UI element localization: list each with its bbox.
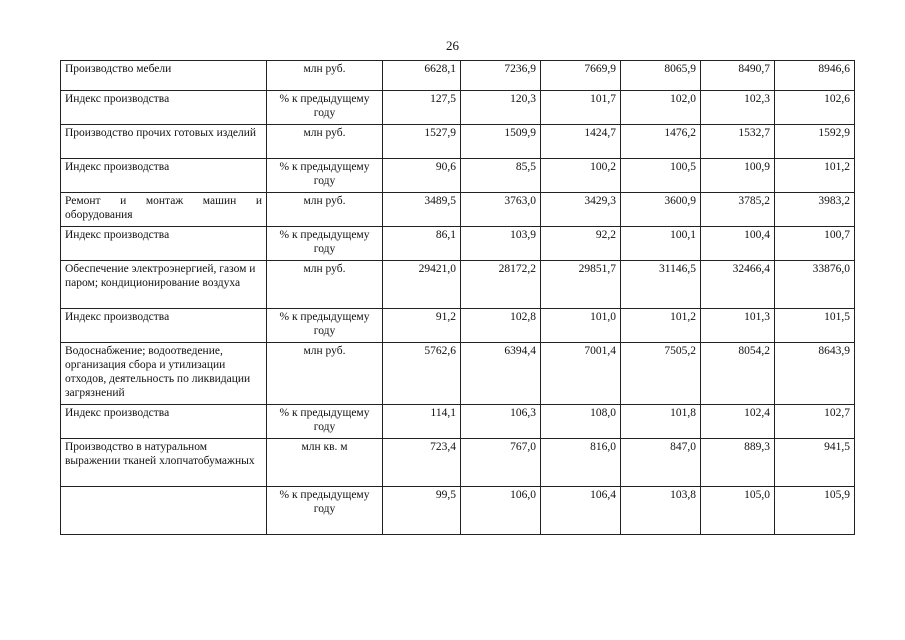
cell-value: 100,7 [775,227,855,261]
cell-value: 767,0 [461,439,541,487]
cell-value: 100,9 [701,159,775,193]
cell-value: 103,8 [621,487,701,535]
row-name [61,487,267,535]
cell-value: 8054,2 [701,343,775,405]
row-unit: млн руб. [267,261,383,309]
cell-value: 103,9 [461,227,541,261]
cell-value: 101,2 [621,309,701,343]
cell-value: 847,0 [621,439,701,487]
cell-value: 106,0 [461,487,541,535]
row-unit: % к предыдущему году [267,309,383,343]
row-name: Обеспечение электроэнергией, газом и паром; кондиционирование воздуха [61,261,267,309]
cell-value: 6628,1 [383,61,461,91]
row-unit: % к предыдущему году [267,91,383,125]
cell-value: 3763,0 [461,193,541,227]
cell-value: 29851,7 [541,261,621,309]
table-row [61,193,855,227]
row-unit: млн руб. [267,125,383,159]
cell-value: 127,5 [383,91,461,125]
cell-value: 102,4 [701,405,775,439]
row-name: Производство прочих готовых изделий [61,125,267,159]
cell-value: 723,4 [383,439,461,487]
row-unit: млн кв. м [267,439,383,487]
cell-value: 101,3 [701,309,775,343]
cell-value: 7001,4 [541,343,621,405]
cell-value: 91,2 [383,309,461,343]
row-unit: млн руб. [267,193,383,227]
row-name: Индекс производства [61,227,267,261]
row-name: Производство мебели [61,61,267,91]
cell-value: 7669,9 [541,61,621,91]
cell-value: 99,5 [383,487,461,535]
cell-value: 101,0 [541,309,621,343]
table-row [61,309,855,343]
statistics-table [60,60,855,535]
cell-value: 6394,4 [461,343,541,405]
cell-value: 100,2 [541,159,621,193]
cell-value: 102,3 [701,91,775,125]
cell-value: 1509,9 [461,125,541,159]
cell-value: 1592,9 [775,125,855,159]
cell-value: 102,0 [621,91,701,125]
row-name: Водоснабжение; водоотведение, организация сбора и утилизации отходов, деятельность по ликвидации загрязнений [61,343,267,405]
cell-value: 32466,4 [701,261,775,309]
cell-value: 1532,7 [701,125,775,159]
cell-value: 101,5 [775,309,855,343]
cell-value: 100,4 [701,227,775,261]
cell-value: 8065,9 [621,61,701,91]
cell-value: 101,7 [541,91,621,125]
cell-value: 889,3 [701,439,775,487]
table-row [61,405,855,439]
row-name: Индекс производства [61,159,267,193]
cell-value: 29421,0 [383,261,461,309]
cell-value: 1476,2 [621,125,701,159]
table-row [61,91,855,125]
cell-value: 100,1 [621,227,701,261]
cell-value: 120,3 [461,91,541,125]
cell-value: 7236,9 [461,61,541,91]
cell-value: 33876,0 [775,261,855,309]
cell-value: 5762,6 [383,343,461,405]
cell-value: 816,0 [541,439,621,487]
cell-value: 86,1 [383,227,461,261]
cell-value: 941,5 [775,439,855,487]
row-unit: млн руб. [267,61,383,91]
cell-value: 3489,5 [383,193,461,227]
cell-value: 3429,3 [541,193,621,227]
cell-value: 3785,2 [701,193,775,227]
cell-value: 7505,2 [621,343,701,405]
row-name: Производство в натуральном выражении тканей хлопчатобумажных [61,439,267,487]
cell-value: 90,6 [383,159,461,193]
row-unit: % к предыдущему году [267,405,383,439]
row-name: Индекс производства [61,91,267,125]
table-row [61,487,855,535]
cell-value: 108,0 [541,405,621,439]
cell-value: 100,5 [621,159,701,193]
cell-value: 114,1 [383,405,461,439]
cell-value: 102,8 [461,309,541,343]
cell-value: 105,9 [775,487,855,535]
table-row [61,159,855,193]
cell-value: 106,4 [541,487,621,535]
cell-value: 106,3 [461,405,541,439]
cell-value: 1527,9 [383,125,461,159]
cell-value: 105,0 [701,487,775,535]
cell-value: 92,2 [541,227,621,261]
row-unit: % к предыдущему году [267,227,383,261]
row-name: Индекс производства [61,309,267,343]
cell-value: 102,7 [775,405,855,439]
table-row [61,343,855,405]
cell-value: 28172,2 [461,261,541,309]
cell-value: 8643,9 [775,343,855,405]
cell-value: 85,5 [461,159,541,193]
cell-value: 8490,7 [701,61,775,91]
row-name: Индекс производства [61,405,267,439]
table-row [61,61,855,91]
cell-value: 31146,5 [621,261,701,309]
cell-value: 101,2 [775,159,855,193]
cell-value: 1424,7 [541,125,621,159]
table-row [61,439,855,487]
row-unit: млн руб. [267,343,383,405]
table-row [61,125,855,159]
cell-value: 101,8 [621,405,701,439]
page-number: 26 [446,38,459,53]
table-row [61,261,855,309]
row-name: Ремонт и монтаж машин и оборудования [61,193,267,227]
cell-value: 3600,9 [621,193,701,227]
row-unit: % к предыдущему году [267,159,383,193]
table-row [61,227,855,261]
cell-value: 8946,6 [775,61,855,91]
cell-value: 3983,2 [775,193,855,227]
row-unit: % к предыдущему году [267,487,383,535]
cell-value: 102,6 [775,91,855,125]
